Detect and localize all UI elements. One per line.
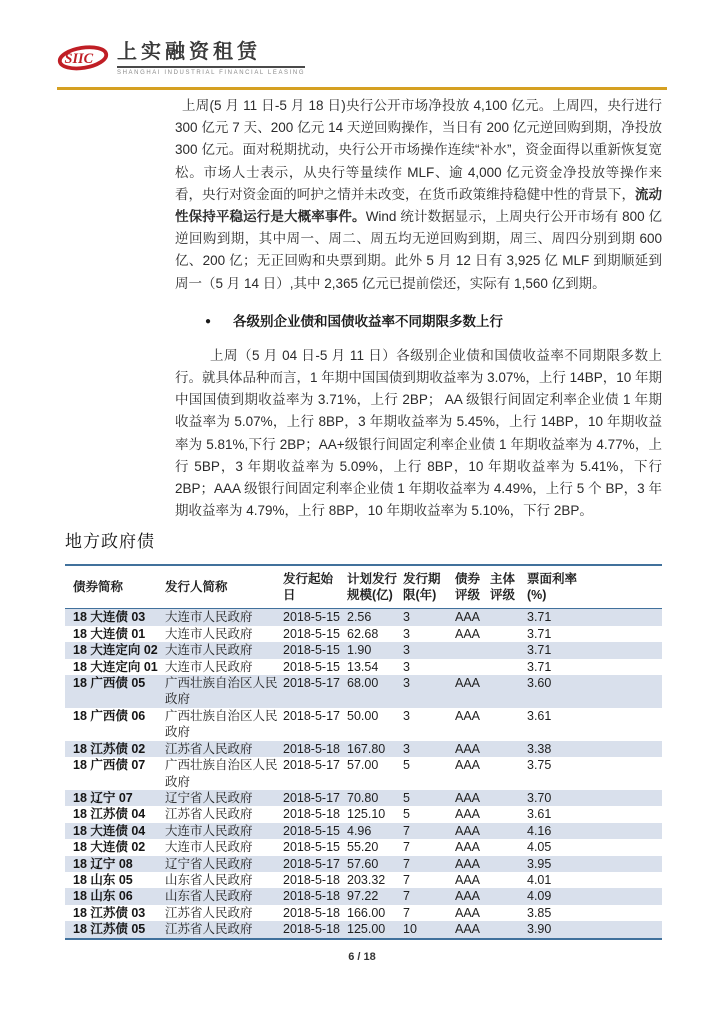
start-date-cell: 2018-5-15	[283, 840, 340, 855]
planned-size-cell: 2.56	[347, 610, 372, 625]
bond-table-header	[65, 565, 662, 609]
issuer-rating-cell	[490, 642, 527, 658]
local-gov-bond-table	[65, 564, 662, 939]
brand-block	[117, 40, 305, 76]
start-date-cell: 2018-5-18	[283, 922, 340, 937]
table-row	[65, 790, 662, 806]
planned-size-cell: 62.68	[347, 626, 379, 641]
coupon-cell: 3.71	[527, 610, 552, 625]
term-cell: 5	[403, 790, 410, 805]
issuer-cell: 大连市人民政府	[165, 659, 253, 674]
issuer-rating-cell	[490, 823, 527, 839]
brand-name: 上实融资租赁	[117, 40, 305, 68]
page-content	[65, 95, 662, 940]
planned-size-cell: 57.60	[347, 856, 379, 871]
term-cell: 3	[403, 708, 410, 723]
start-date-cell: 2018-5-18	[283, 872, 340, 887]
issuer-rating-cell	[490, 888, 527, 904]
col-header-bond-name: 债券简称	[65, 565, 165, 609]
term-cell: 7	[403, 872, 410, 887]
start-date-cell: 2018-5-18	[283, 807, 340, 822]
table-row	[65, 757, 662, 790]
issuer-cell: 辽宁省人民政府	[165, 790, 253, 805]
issuer-rating-cell	[490, 839, 527, 855]
term-cell: 5	[403, 758, 410, 773]
bond-rating-cell: AAA	[455, 708, 481, 723]
issuer-cell: 大连市人民政府	[165, 840, 253, 855]
bond-rating-cell: AAA	[455, 610, 481, 625]
coupon-cell: 4.16	[527, 823, 552, 838]
planned-size-cell: 97.22	[347, 889, 379, 904]
paragraph-text: Wind 统计数据显示，上周央行公开市场有 800 亿逆回购到期，其中周一、周二、周五均无逆回购到期，周三、周四分别到期 600 亿、200 亿；无正回购和央票到期。此外 5 月 12 日有 3,925 亿 MLF 到期顺延到周一（5 月 14 日）,其中 2,365 亿元已提前偿还，实际有 1,560 亿到期。	[175, 209, 662, 291]
issuer-rating-cell	[490, 905, 527, 921]
coupon-cell: 4.01	[527, 872, 552, 887]
bond-rating-cell	[455, 642, 490, 658]
bond-name-cell: 18 山东 05	[73, 872, 133, 887]
issuer-cell: 江苏省人民政府	[165, 922, 253, 937]
issuer-cell: 广西壮族自治区人民政府	[165, 708, 278, 740]
planned-size-cell: 57.00	[347, 758, 379, 773]
col-header-planned-size: 计划发行规模(亿)	[347, 565, 403, 609]
col-header-coupon-text: 票面利率(%)	[527, 572, 578, 603]
start-date-cell: 2018-5-18	[283, 889, 340, 904]
start-date-cell: 2018-5-17	[283, 856, 340, 871]
planned-size-cell: 68.00	[347, 676, 379, 691]
issuer-cell: 大连市人民政府	[165, 643, 253, 658]
page-number: 6 / 18	[348, 951, 376, 963]
bond-name-cell: 18 大连债 03	[73, 610, 146, 625]
issuer-cell: 辽宁省人民政府	[165, 856, 253, 871]
bond-name-cell: 18 大连债 04	[73, 823, 146, 838]
bond-rating-cell	[455, 659, 490, 675]
table-row	[65, 872, 662, 888]
bond-name-cell: 18 辽宁 08	[73, 856, 133, 871]
bond-rating-cell: AAA	[455, 889, 481, 904]
term-cell: 7	[403, 905, 410, 920]
issuer-cell: 广西壮族自治区人民政府	[165, 676, 278, 707]
bond-rating-cell: AAA	[455, 872, 481, 887]
planned-size-cell: 4.96	[347, 823, 372, 838]
term-cell: 5	[403, 807, 410, 822]
term-cell: 7	[403, 856, 410, 871]
bond-name-cell: 18 江苏债 02	[73, 741, 146, 756]
yield-paragraph: 上周（5 月 04 日-5 月 11 日）各级别企业债和国债收益率不同期限多数上行。就具体品种而言，1 年期中国国债到期收益率为 3.07%，上行 14BP，10 年期中国国债到期收益率为 3.71%，上行 2BP； AA 级银行间固定利率企业债 1 年期收益率为 5.07%，上行 8BP，3 年期收益率为 5.45%，上行 14BP，10 年期收益率为 5.81%,下行 2BP；AA+级银行间固定利率企业债 1 年期收益率为 4.77%，上行 5BP，3 年期收益率为 5.09%，上行 8BP，10 年期收益率为 5.41%，下行 2BP；AAA 级银行间固定利率企业债 1 年期收益率为 4.49%，上行 5 个 BP，3 年期收益率为 4.79%，上行 8BP，10 年期收益率为 5.10%，下行 2BP。	[175, 347, 662, 519]
table-row	[65, 839, 662, 855]
start-date-cell: 2018-5-17	[283, 708, 340, 723]
brand-subtitle: SHANGHAI INDUSTRIAL FINANCIAL LEASING	[117, 70, 306, 76]
issuer-rating-cell	[490, 626, 527, 642]
bond-rating-cell: AAA	[455, 626, 481, 641]
issuer-rating-cell	[490, 741, 527, 757]
header-divider-rule	[57, 87, 667, 90]
bond-rating-cell: AAA	[455, 840, 481, 855]
issuer-cell: 江苏省人民政府	[165, 905, 253, 920]
planned-size-cell: 1.90	[347, 643, 372, 658]
bond-table-body	[65, 609, 662, 939]
planned-size-cell: 203.32	[347, 872, 386, 887]
term-cell: 3	[403, 610, 410, 625]
term-cell: 3	[403, 626, 410, 641]
term-cell: 7	[403, 823, 410, 838]
planned-size-cell: 13.54	[347, 659, 379, 674]
planned-size-cell: 50.00	[347, 708, 379, 723]
coupon-cell: 3.95	[527, 856, 552, 871]
paragraph-bold-emphasis: 流动性保持平稳运行是大概率事件。	[175, 186, 663, 225]
bond-rating-cell: AAA	[455, 741, 481, 756]
bond-name-cell: 18 大连定向 01	[73, 659, 158, 674]
issuer-rating-cell	[490, 790, 527, 806]
issuer-rating-cell	[490, 921, 527, 938]
issuer-rating-cell	[490, 856, 527, 872]
coupon-cell: 3.38	[527, 741, 552, 756]
col-header-issuer-rating: 主体评级	[490, 565, 527, 609]
table-row	[65, 642, 662, 658]
table-row	[65, 921, 662, 938]
bond-name-cell: 18 广西债 07	[73, 758, 146, 773]
yield-section-heading-text: 各级别企业债和国债收益率不同期限多数上行	[233, 313, 504, 329]
coupon-cell: 3.61	[527, 708, 552, 723]
bullet-icon: ●	[205, 315, 212, 327]
start-date-cell: 2018-5-15	[283, 610, 340, 625]
table-row	[65, 741, 662, 757]
coupon-cell: 3.71	[527, 626, 552, 641]
bond-name-cell: 18 山东 06	[73, 889, 133, 904]
issuer-rating-cell	[490, 872, 527, 888]
table-row	[65, 675, 662, 708]
table-row	[65, 708, 662, 741]
col-header-issuer: 发行人简称	[165, 565, 283, 609]
bond-rating-cell: AAA	[455, 790, 481, 805]
coupon-cell: 3.71	[527, 659, 552, 674]
start-date-cell: 2018-5-18	[283, 741, 340, 756]
header-row	[65, 565, 662, 609]
bond-name-cell: 18 广西债 06	[73, 708, 146, 723]
issuer-cell: 山东省人民政府	[165, 889, 253, 904]
siic-logo-icon	[57, 40, 109, 74]
planned-size-cell: 166.00	[347, 905, 386, 920]
col-header-start-date: 发行起始日	[283, 565, 347, 609]
table-row	[65, 609, 662, 626]
bond-name-cell: 18 大连定向 02	[73, 643, 158, 658]
issuer-rating-cell	[490, 757, 527, 790]
term-cell: 7	[403, 889, 410, 904]
table-row	[65, 626, 662, 642]
issuer-cell: 江苏省人民政府	[165, 807, 253, 822]
coupon-cell: 3.75	[527, 758, 552, 773]
bond-name-cell: 18 大连债 01	[73, 626, 146, 641]
start-date-cell: 2018-5-15	[283, 823, 340, 838]
col-header-bond-rating: 债券评级	[455, 565, 490, 609]
issuer-cell: 江苏省人民政府	[165, 741, 253, 756]
term-cell: 3	[403, 659, 410, 674]
bond-rating-cell: AAA	[455, 922, 481, 937]
coupon-cell: 3.71	[527, 643, 552, 658]
term-cell: 3	[403, 643, 410, 658]
bond-name-cell: 18 江苏债 05	[73, 922, 146, 937]
planned-size-cell: 55.20	[347, 840, 379, 855]
bond-rating-cell: AAA	[455, 856, 481, 871]
coupon-cell: 4.09	[527, 889, 552, 904]
issuer-rating-cell	[490, 659, 527, 675]
siic-logo-text: SIIC	[64, 50, 94, 67]
term-cell: 3	[403, 676, 410, 691]
company-logo	[57, 40, 305, 76]
issuer-rating-cell	[490, 675, 527, 708]
coupon-cell: 3.90	[527, 922, 552, 937]
start-date-cell: 2018-5-15	[283, 626, 340, 641]
issuer-rating-cell	[490, 708, 527, 741]
table-row	[65, 856, 662, 872]
bond-rating-cell: AAA	[455, 758, 481, 773]
start-date-cell: 2018-5-17	[283, 758, 340, 773]
issuer-cell: 广西壮族自治区人民政府	[165, 758, 278, 789]
planned-size-cell: 167.80	[347, 741, 386, 756]
start-date-cell: 2018-5-15	[283, 643, 340, 658]
term-cell: 10	[403, 922, 417, 937]
coupon-cell: 3.70	[527, 790, 552, 805]
coupon-cell: 3.61	[527, 807, 552, 822]
issuer-cell: 大连市人民政府	[165, 610, 253, 625]
bond-name-cell: 18 辽宁 07	[73, 790, 133, 805]
bond-name-cell: 18 广西债 05	[73, 676, 146, 691]
start-date-cell: 2018-5-17	[283, 676, 340, 691]
issuer-cell: 大连市人民政府	[165, 626, 253, 641]
planned-size-cell: 125.10	[347, 807, 386, 822]
coupon-cell: 3.60	[527, 676, 552, 691]
planned-size-cell: 70.80	[347, 790, 379, 805]
term-cell: 7	[403, 840, 410, 855]
open-market-paragraph	[175, 95, 662, 295]
issuer-cell: 山东省人民政府	[165, 872, 253, 887]
table-row	[65, 659, 662, 675]
local-gov-bond-title: 地方政府债	[65, 532, 155, 552]
term-cell: 3	[403, 741, 410, 756]
start-date-cell: 2018-5-15	[283, 659, 340, 674]
coupon-cell: 4.05	[527, 840, 552, 855]
table-row	[65, 806, 662, 822]
yield-section-heading	[205, 312, 662, 332]
issuer-cell: 大连市人民政府	[165, 823, 253, 838]
bond-name-cell: 18 大连债 02	[73, 840, 146, 855]
bond-rating-cell: AAA	[455, 823, 481, 838]
col-header-term: 发行期限(年)	[403, 565, 455, 609]
table-row	[65, 888, 662, 904]
paragraph-text: 上周(5 月 11 日-5 月 18 日)央行公开市场净投放 4,100 亿元。上周四，央行进行 300 亿元 7 天、200 亿元 14 天逆回购操作，当日有 200 亿元逆回购到期，净投放 300 亿元。面对税期扰动，央行公开市场操作连续“补水”，资金面得以重新恢复宽松。市场人士表示，从央行等量续作 MLF、逾 4,000 亿元资金净投放等操作来看，央行对资金面的呵护之情并未改变，在货币政策维持稳健中性的背景下，	[175, 98, 662, 202]
issuer-rating-cell	[490, 609, 527, 626]
table-row	[65, 905, 662, 921]
bond-name-cell: 18 江苏债 03	[73, 905, 146, 920]
planned-size-cell: 125.00	[347, 922, 386, 937]
start-date-cell: 2018-5-17	[283, 790, 340, 805]
coupon-cell: 3.85	[527, 905, 552, 920]
bond-rating-cell: AAA	[455, 905, 481, 920]
bond-name-cell: 18 江苏债 04	[73, 807, 146, 822]
start-date-cell: 2018-5-18	[283, 905, 340, 920]
bond-rating-cell: AAA	[455, 807, 481, 822]
bond-rating-cell: AAA	[455, 676, 481, 691]
issuer-rating-cell	[490, 806, 527, 822]
col-header-coupon	[527, 565, 662, 609]
table-row	[65, 823, 662, 839]
